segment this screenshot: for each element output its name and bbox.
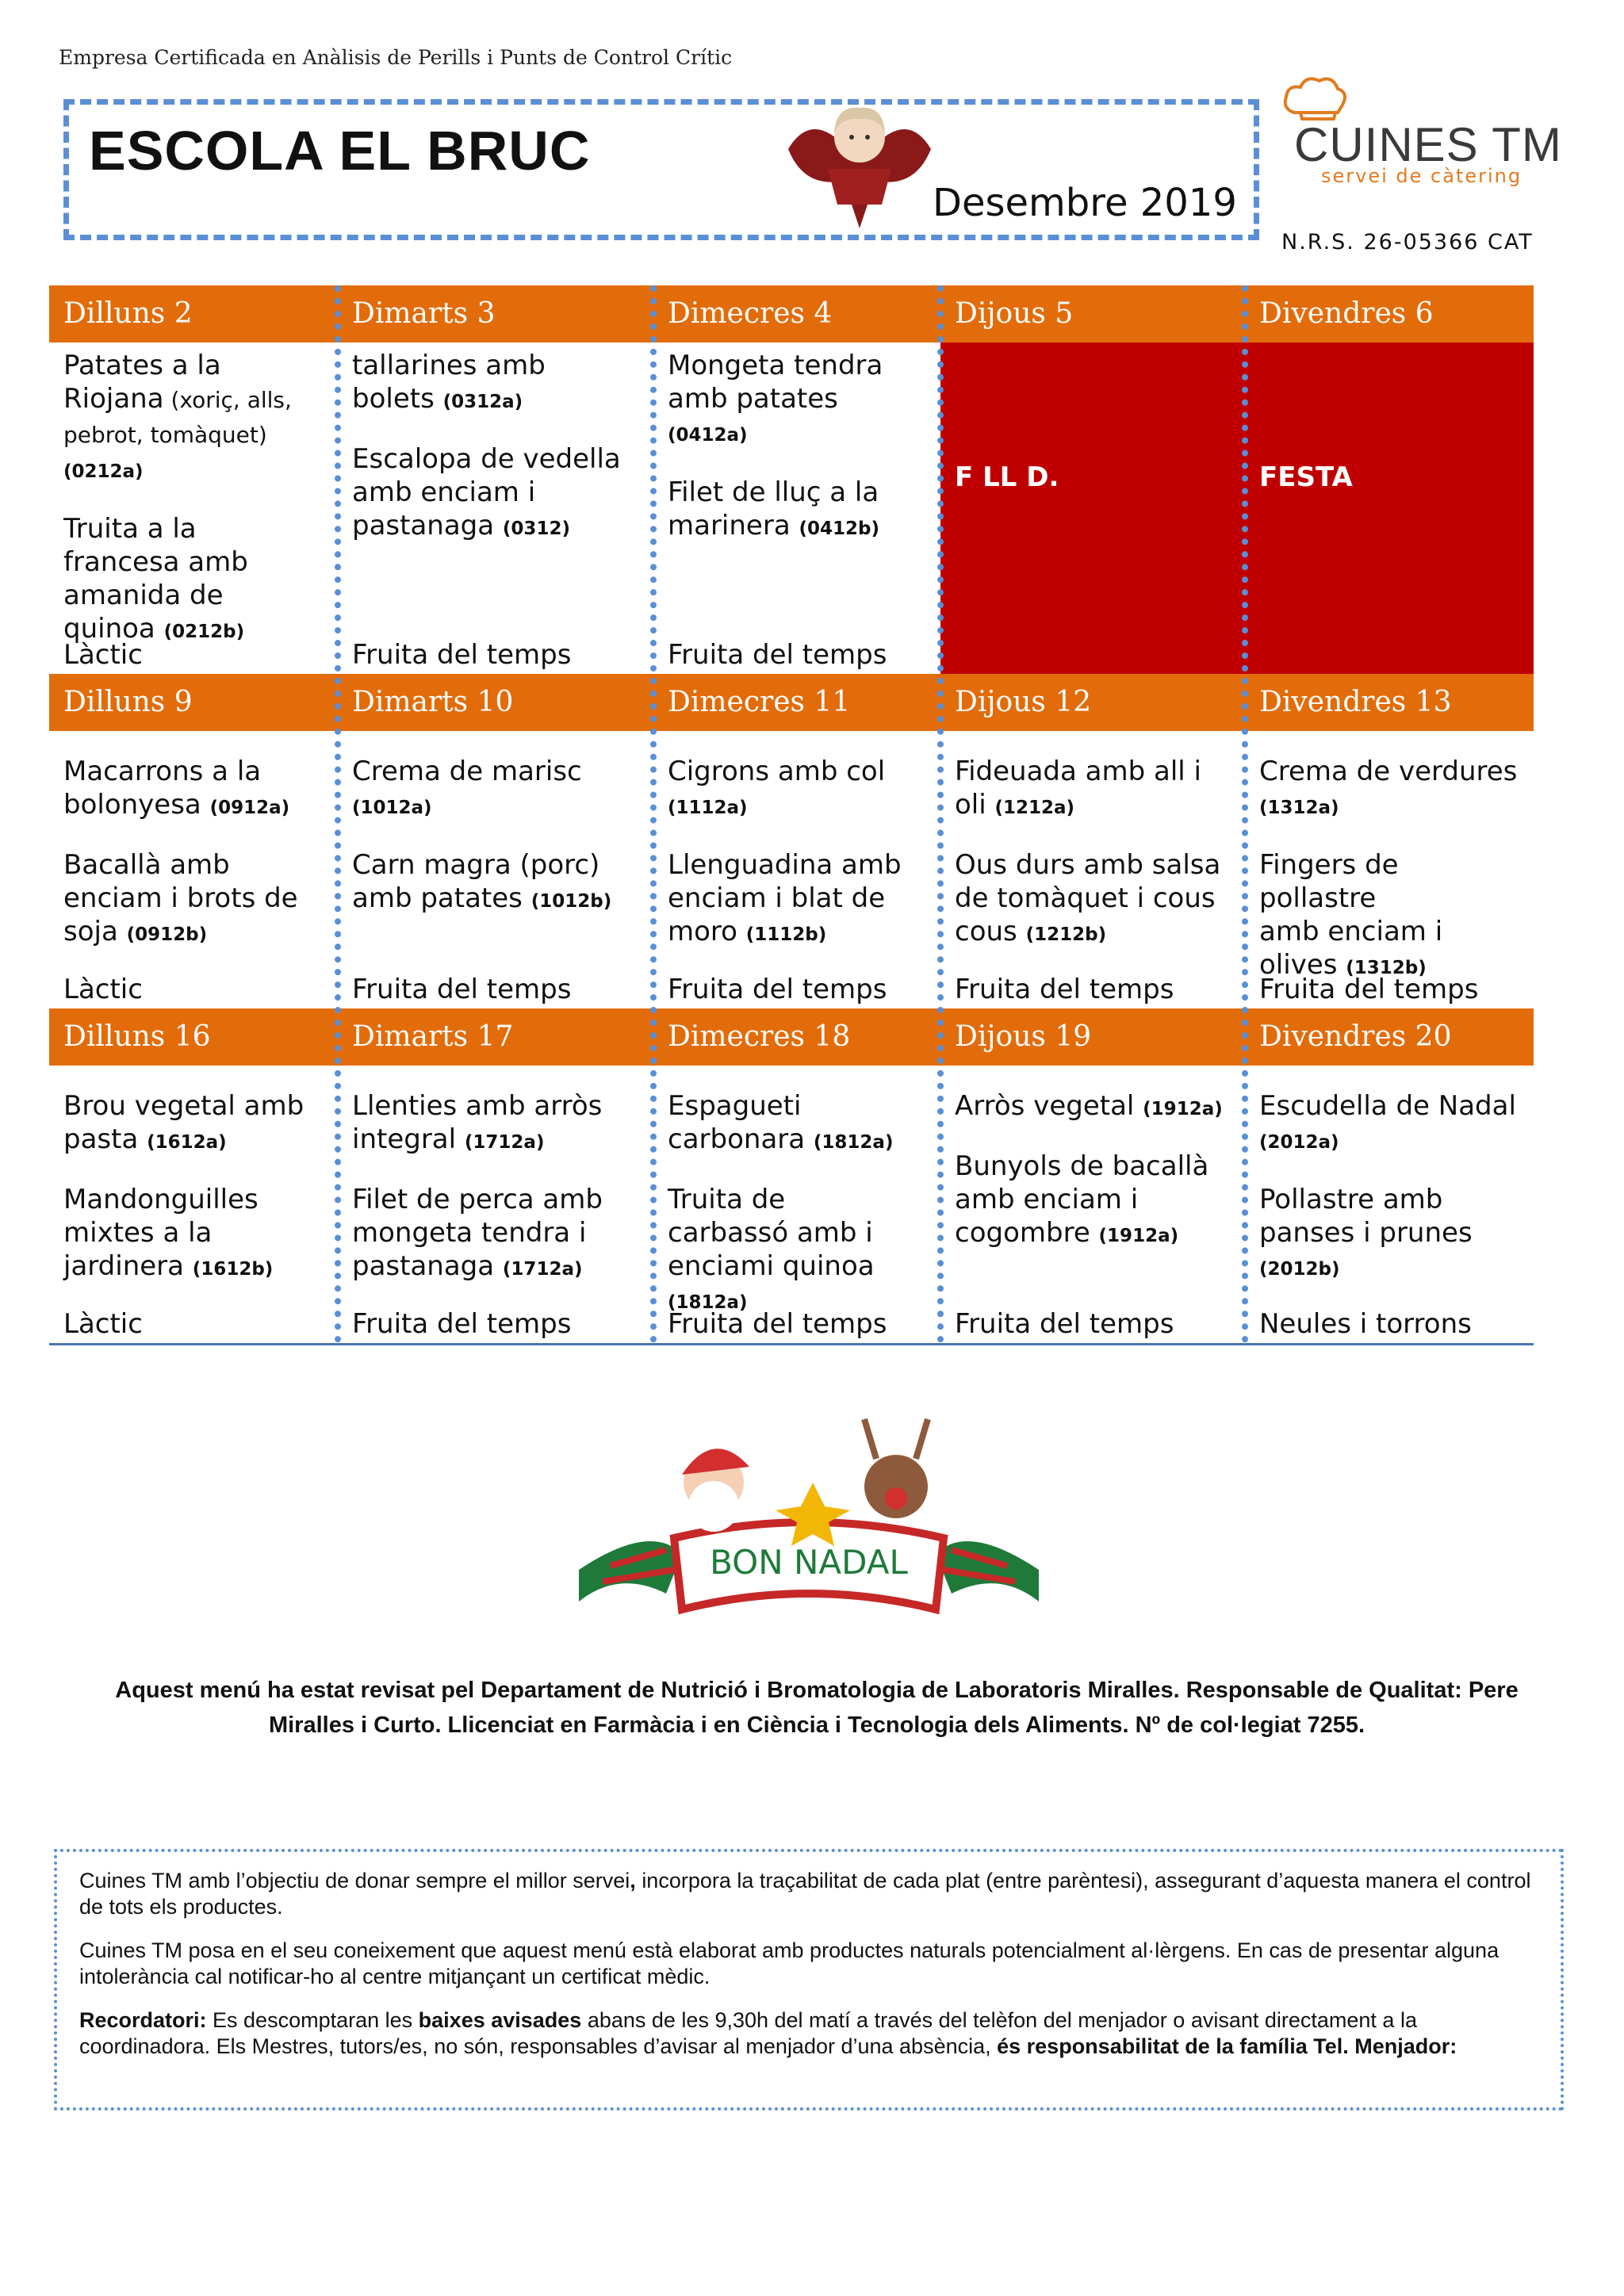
menu-cell [338, 737, 653, 918]
traceability-code: (2012b) [1259, 1259, 1340, 1280]
menu-cell [49, 1072, 338, 1286]
traceability-code: (1912a) [1098, 1226, 1179, 1246]
first-course-line: integral [352, 1123, 457, 1155]
second-course [668, 848, 926, 951]
first-course [352, 349, 639, 419]
second-course-line: francesa amb [63, 546, 248, 578]
dessert: Làctic [63, 639, 143, 671]
second-course-line: enciam i blat de [668, 882, 886, 914]
traceability-code: (0412b) [799, 519, 879, 539]
menu-cell [653, 737, 940, 951]
first-course-line: bolonyesa [63, 789, 201, 821]
second-course-line: Pollastre amb [1259, 1184, 1443, 1215]
menu-cell [338, 349, 653, 545]
allergen-note: Cuines TM posa en el seu coneixement que aquest menú està elaborat amb productes naturals potencialment al·lèrgens. En cas de presentar alguna intolerància cal notificar-ho al centre mitjançant un certificat mèdic. [79, 1938, 1500, 1988]
dessert: Fruita del temps [352, 974, 572, 1005]
traceability-code: (1912a) [1143, 1099, 1223, 1119]
traceability-code: (1312a) [1259, 798, 1339, 818]
traceability-code: (1712a) [464, 1132, 545, 1153]
dessert: Fruita del temps [955, 1308, 1174, 1340]
day-header: Dimecres 4 [653, 285, 940, 342]
first-course [1259, 755, 1519, 825]
ingredients-note: pebrot, tomàquet) [63, 422, 267, 448]
menu-cell [653, 349, 940, 545]
reminder-note: Recordatori: Es descomptaran les baixes avisades abans de les 9,30h del matí a través del telèfon del menjador o avisant directament a la coordinadora. Els Mestres, tutors/es, no són, responsables d’avisar al menjador d’una absència, és responsabilitat de la família Tel. Menjador: [79, 2008, 1457, 2058]
second-course-line: enciam i brots de [63, 882, 298, 914]
second-course-line: cous [955, 916, 1017, 947]
second-course-line: Filet de perca amb [352, 1184, 603, 1215]
day-header: Dilluns 2 [49, 285, 338, 342]
second-course-line: amb patates [352, 882, 523, 914]
second-course-line: Escalopa de vedella [352, 443, 621, 475]
second-course-line: amb enciam i olives [1259, 916, 1443, 981]
column-divider [650, 285, 657, 1343]
second-course [63, 512, 324, 649]
dessert: Fruita del temps [668, 639, 887, 671]
menu-month: Desembre 2019 [933, 181, 1237, 225]
first-course-line: pasta [63, 1123, 139, 1155]
dessert: Fruita del temps [668, 1308, 887, 1340]
first-course [63, 349, 324, 488]
second-course-line: panses i prunes [1259, 1217, 1473, 1249]
first-course [63, 1089, 324, 1159]
first-course [955, 1089, 1231, 1126]
second-course-line: amb enciam i [352, 476, 536, 508]
first-course-line: Mongeta tendra [668, 350, 883, 381]
second-course [63, 1183, 324, 1286]
second-course [955, 848, 1231, 951]
menu-cell [338, 1072, 653, 1286]
second-course-line: pastanaga [352, 510, 495, 541]
second-course [668, 476, 926, 545]
second-course-line: cogombre [955, 1217, 1090, 1249]
traceability-code: (2012a) [1259, 1132, 1339, 1153]
traceability-code: (0312a) [442, 392, 523, 412]
angel-doll-illustration [780, 94, 939, 247]
first-course-line: amb patates [668, 383, 838, 415]
menu-cell [940, 737, 1245, 951]
first-course-line: Crema de verdures [1259, 756, 1518, 787]
dessert: Fruita del temps [668, 974, 887, 1005]
first-course-line: Patates a la [63, 350, 221, 381]
holiday-cell: FESTA [1245, 342, 1534, 674]
second-course [352, 848, 639, 918]
traceability-code: (1612b) [192, 1259, 274, 1280]
first-course-line: oli [955, 789, 986, 821]
day-header: Dimarts 10 [338, 674, 653, 731]
dessert: Fruita del temps [352, 639, 572, 671]
first-course-line: Riojana [63, 383, 164, 415]
first-course-line: bolets [352, 383, 435, 415]
second-course [955, 1150, 1231, 1253]
second-course-line: pastanaga [352, 1250, 495, 1282]
second-course-line: Llenguadina amb [668, 849, 902, 881]
ingredients-note: (xoriç, alls, [163, 387, 292, 413]
second-course-line: amanida de [63, 580, 224, 611]
second-course [668, 1183, 926, 1319]
brand-tagline: servei de càtering [1321, 165, 1522, 187]
traceability-code: (1212b) [1025, 924, 1107, 945]
day-header: Dijous 12 [940, 674, 1245, 731]
traceability-code: (1112a) [668, 798, 748, 818]
first-course-line: Llenties amb arròs [352, 1090, 603, 1122]
second-course-line: enciami quinoa [668, 1250, 875, 1282]
school-name: ESCOLA EL BRUC [89, 120, 591, 182]
first-course [955, 755, 1231, 825]
day-header: Dimarts 17 [338, 1008, 653, 1066]
dessert: Neules i torrons [1259, 1308, 1472, 1340]
first-course-line: Crema de marisc [352, 756, 582, 787]
first-course-line: tallarines amb [352, 350, 546, 381]
first-course-line: Espagueti [668, 1090, 802, 1122]
first-course [1259, 1089, 1519, 1159]
traceability-code: (0312) [502, 519, 570, 539]
second-course-line: jardinera [63, 1250, 184, 1282]
certification-text: Empresa Certificada en Anàlisis de Perills i Punts de Control Crític [59, 46, 733, 69]
first-course-line: Escudella de Nadal [1259, 1090, 1516, 1122]
dessert: Fruita del temps [1259, 974, 1479, 1005]
first-course [352, 755, 639, 825]
day-header: Dilluns 9 [49, 674, 338, 731]
first-course-line: Brou vegetal amb [63, 1090, 304, 1122]
traceability-code: (0912b) [126, 924, 208, 945]
grid-bottom-line [49, 1343, 1534, 1345]
day-header: Divendres 6 [1245, 285, 1534, 342]
traceability-code: (1812a) [668, 1292, 748, 1313]
traceability-code: (1812a) [813, 1132, 894, 1153]
menu-cell [1245, 1072, 1534, 1286]
dessert: Làctic [63, 1308, 143, 1340]
day-header: Dimecres 18 [653, 1008, 940, 1066]
traceability-code: (1012a) [352, 798, 432, 818]
second-course-line: Carn magra (porc) [352, 849, 600, 881]
second-course [352, 442, 639, 545]
menu-cell [49, 737, 338, 951]
christmas-banner [555, 1411, 1063, 1652]
first-course-line: Cigrons amb col [668, 756, 886, 787]
second-course-line: amb enciam i [955, 1184, 1139, 1215]
column-divider [1242, 285, 1248, 1343]
day-header: Dijous 5 [940, 285, 1245, 342]
day-header: Dimarts 3 [338, 285, 653, 342]
first-course-line: Fideuada amb all i [955, 756, 1201, 787]
first-course-line: Arròs vegetal [955, 1090, 1135, 1122]
second-course-line: Bunyols de bacallà [955, 1150, 1209, 1182]
day-header: Divendres 13 [1245, 674, 1534, 731]
second-course [1259, 848, 1519, 985]
traceability-code: (1312b) [1346, 958, 1427, 978]
traceability-code: (1712a) [502, 1259, 583, 1280]
second-course-line: Truita a la [63, 513, 197, 545]
second-course [352, 1183, 639, 1286]
registration-number: N.R.S. 26-05366 CAT [1281, 230, 1534, 254]
traceability-code: (1212a) [994, 798, 1075, 818]
second-course-line: moro [668, 916, 737, 947]
second-course-line: soja [63, 916, 118, 947]
dessert: Fruita del temps [955, 974, 1174, 1005]
second-course-line: carbassó amb i [668, 1217, 873, 1249]
first-course-line: carbonara [668, 1123, 806, 1155]
second-course-line: marinera [668, 510, 791, 541]
day-header: Dimecres 11 [653, 674, 940, 731]
second-course-line: Bacallà amb [63, 849, 230, 881]
first-course [63, 755, 324, 825]
second-course-line: Fingers de pollastre [1259, 849, 1399, 914]
banner-text: BON NADAL [710, 1543, 908, 1582]
traceability-code: (1012b) [530, 891, 612, 912]
second-course [1259, 1183, 1519, 1286]
traceability-code: (1112b) [745, 924, 827, 945]
traceability-code: (0412a) [668, 425, 748, 446]
notes-box [54, 1849, 1564, 2110]
day-header: Dilluns 16 [49, 1008, 338, 1066]
column-divider [937, 285, 944, 1343]
second-course-line: mongeta tendra i [352, 1217, 587, 1249]
traceability-note: Cuines TM amb l’objectiu de donar sempre el millor servei, incorpora la traçabilitat de cada plat (entre parèntesi), assegurant d’aquesta manera el control de tots els productes. [79, 1869, 1531, 1919]
traceability-code: (0912a) [209, 798, 290, 818]
nutrition-review-text: Aquest menú ha estat revisat pel Departament de Nutrició i Bromatologia de Laboratoris Miralles. Responsable de Qualitat: Pere Miralles i Curto. Llicenciat en Farmàcia i en Ciència i Tecnologia dels Aliments. Nº de col·legiat 7255. [115, 1678, 1519, 1738]
second-course [63, 848, 324, 951]
first-course [668, 1089, 926, 1159]
traceability-code: (1612a) [147, 1132, 227, 1153]
first-course-line: Macarrons a la [63, 756, 262, 787]
second-course-line: de tomàquet i cous [955, 882, 1216, 914]
first-course [352, 1089, 639, 1159]
traceability-code: (0212b) [163, 622, 245, 642]
column-divider [335, 285, 341, 1343]
second-course-line: Ous durs amb salsa [955, 849, 1221, 881]
second-course-line: mixtes a la [63, 1217, 213, 1249]
dessert: Làctic [63, 974, 143, 1005]
day-header: Dijous 19 [940, 1008, 1245, 1066]
second-course-line: Filet de lluç a la [668, 476, 879, 508]
traceability-code: (0212a) [63, 461, 144, 482]
menu-cell [653, 1072, 940, 1319]
holiday-cell: F LL D. [940, 342, 1245, 674]
second-course-line: Mandonguilles [63, 1184, 259, 1215]
second-course-line: quinoa [63, 613, 155, 645]
first-course [668, 755, 926, 825]
menu-cell [49, 349, 338, 649]
first-course [668, 349, 926, 452]
menu-cell [1245, 737, 1534, 985]
dessert: Fruita del temps [352, 1308, 572, 1340]
day-header: Divendres 20 [1245, 1008, 1534, 1066]
second-course-line: Truita de [668, 1184, 786, 1215]
chef-hat-icon [1278, 73, 1350, 124]
menu-cell [940, 1072, 1245, 1253]
brand-logo-text: CUINES TM [1294, 118, 1562, 171]
